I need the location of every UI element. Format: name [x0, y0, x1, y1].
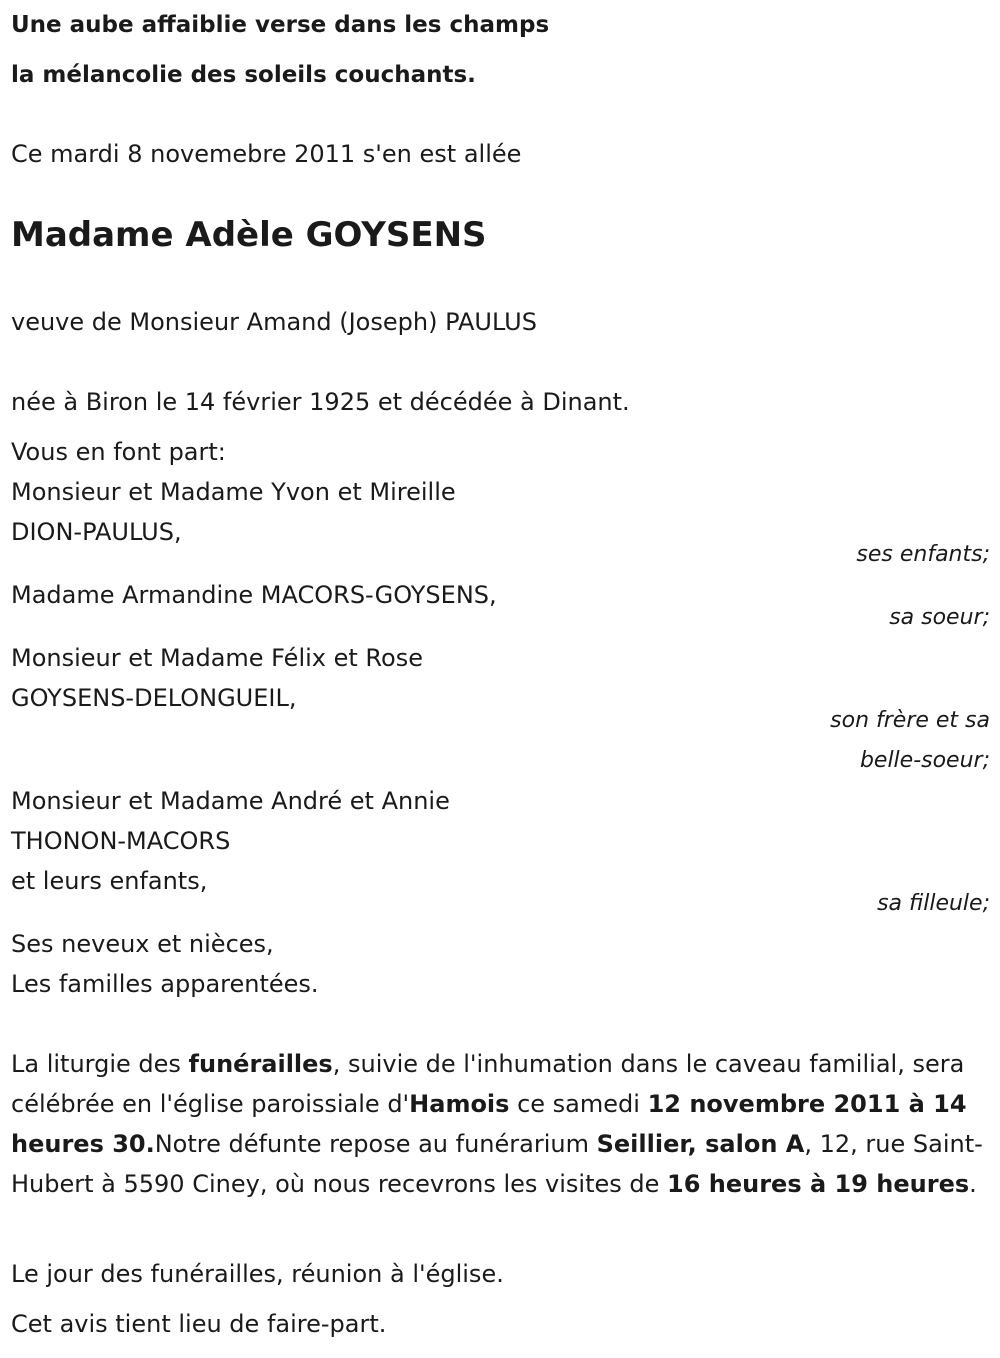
announcer-1-line-2: DION-PAULUS, — [11, 518, 182, 546]
funeral-bold-4: Seillier, salon A — [596, 1130, 805, 1158]
related-families: Les familles apparentées. — [11, 970, 319, 998]
announcer-4-line-2: THONON-MACORS — [11, 827, 231, 855]
announcer-1-line-1: Monsieur et Madame Yvon et Mireille — [11, 478, 456, 506]
announcer-4-line-1: Monsieur et Madame André et Annie — [11, 787, 450, 815]
funeral-bold-2: Hamois — [409, 1090, 510, 1118]
deceased-name: Madame Adèle GOYSENS — [11, 215, 487, 255]
closing-text: Cet avis tient lieu de faire-part. — [11, 1310, 387, 1338]
intro-text: Ce mardi 8 novemebre 2011 s'en est allée — [11, 140, 522, 168]
announcer-2-relation: sa soeur; — [889, 605, 990, 630]
funeral-text-4: Notre défunte repose au funérarium — [154, 1130, 597, 1158]
funeral-text-3: ce samedi — [509, 1090, 648, 1118]
funeral-bold-3: 12 novembre 2011 à 14 heures 30. — [11, 1090, 967, 1158]
announcer-3-relation-2: belle-soeur; — [859, 748, 990, 773]
nephews-nieces: Ses neveux et nièces, — [11, 930, 274, 958]
announcer-3-relation-1: son frère et sa — [830, 708, 990, 733]
funeral-text-5: , 12, rue Saint-Hubert à 5590 Ciney, où nous recevrons les visites de — [11, 1130, 983, 1198]
epigraph-line-1: Une aube affaiblie verse dans les champs — [11, 12, 550, 38]
announcer-1-relation: ses enfants; — [856, 542, 990, 567]
announcer-2-line-1: Madame Armandine MACORS-GOYSENS, — [11, 581, 497, 609]
announcer-3-line-2: GOYSENS-DELONGUEIL, — [11, 684, 297, 712]
meeting-text: Le jour des funérailles, réunion à l'église. — [11, 1260, 504, 1288]
funeral-bold-1: funérailles — [188, 1050, 333, 1078]
funeral-bold-5: 16 heures à 19 heures — [667, 1170, 970, 1198]
funeral-text-1: La liturgie des — [11, 1050, 189, 1078]
funeral-text-6: . — [969, 1170, 977, 1198]
birth-death-text: née à Biron le 14 février 1925 et décédée à Dinant. — [11, 388, 630, 416]
announcers-heading: Vous en font part: — [11, 438, 226, 466]
epigraph-line-2: la mélancolie des soleils couchants. — [11, 62, 476, 88]
announcer-4-relation: sa filleule; — [877, 891, 990, 916]
funeral-text-2: , suivie de l'inhumation dans le caveau familial, sera célébrée en l'église paroissiale d' — [11, 1050, 965, 1118]
announcer-4-line-3: et leurs enfants, — [11, 867, 208, 895]
funeral-paragraph — [11, 1044, 990, 1204]
announcer-3-line-1: Monsieur et Madame Félix et Rose — [11, 644, 423, 672]
widow-of-text: veuve de Monsieur Amand (Joseph) PAULUS — [11, 308, 537, 336]
